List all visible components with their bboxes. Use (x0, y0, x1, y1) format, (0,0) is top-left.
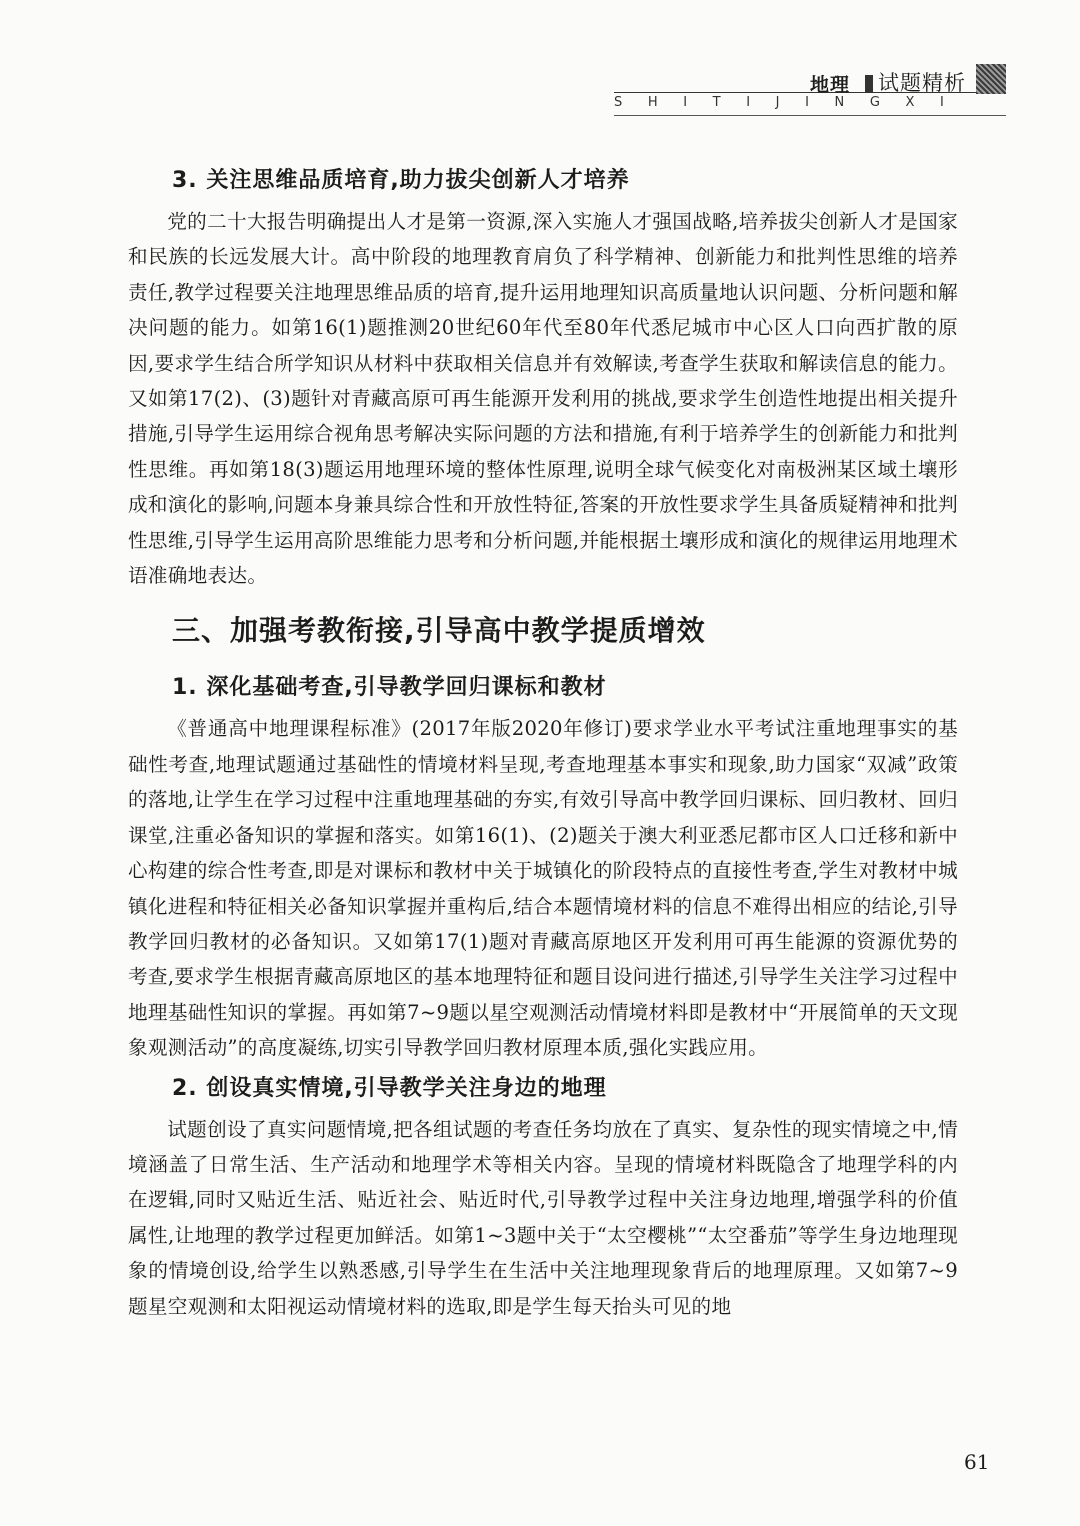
pinyin-letter: J (775, 95, 780, 110)
pinyin-letter: I (683, 95, 688, 110)
subsection-heading-basic-assessment: 1. 深化基础考查,引导教学回归课标和教材 (172, 675, 607, 701)
header-subject: 地理 (810, 74, 851, 96)
header-pinyin (614, 95, 944, 110)
running-header (614, 62, 1006, 120)
section-heading-exam-teaching: 三、加强考教衔接,引导高中教学提质增效 (172, 614, 706, 648)
header-rule-bottom (614, 115, 1006, 116)
pinyin-letter: T (712, 95, 721, 110)
pinyin-letter: I (940, 95, 944, 110)
header-marker (865, 75, 873, 92)
pinyin-letter: H (647, 95, 658, 110)
paragraph-basic-assessment: 《普通高中地理课程标准》(2017年版2020年修订)要求学业水平考试注重地理事实的基础性考查,地理试题通过基础性的情境材料呈现,考查地理基本事实和现象,助力国家“双减”政策的落地,让学生在学习过程中注重地理基础的夯实,有效引导高中教学回归课标、回归教材、回归课堂,注重必备知识的掌握和落实。如第16(1)、(2)题关于澳大利亚悉尼都市区人口迁移和新中心构建的综合性考查,即是对课标和教材中关于城镇化的阶段特点的直接性考查,学生对教材中城镇化进程和特征相关必备知识掌握并重构后,结合本题情境材料的信息不难得出相应的结论,引导教学回归教材的必备知识。又如第17(1)题对青藏高原地区开发利用可再生能源的资源优势的考查,要求学生根据青藏高原地区的基本地理特征和题目设问进行描述,引导学生关注学习过程中地理基础性知识的掌握。再如第7~9题以星空观测活动情境材料即是教材中“开展简单的天文现象观测活动”的高度凝练,切实引导教学回归教材原理本质,强化实践应用。 (128, 717, 958, 1060)
article-body (128, 158, 958, 1324)
header-texture-block (976, 64, 1006, 94)
pinyin-letter: G (869, 95, 880, 110)
header-section-title: 试题精析 (878, 71, 966, 95)
paragraph-thinking-quality: 党的二十大报告明确提出人才是第一资源,深入实施人才强国战略,培养拔尖创新人才是国家和民族的长远发展大计。高中阶段的地理教育肩负了科学精神、创新能力和批判性思维的培养责任,教学过程要关注地理思维品质的培育,提升运用地理知识高质量地认识问题、分析问题和解决问题的能力。如第16(1)题推测20世纪60年代至80年代悉尼城市中心区人口向西扩散的原因,要求学生结合所学知识从材料中获取相关信息并有效解读,考查学生获取和解读信息的能力。又如第17(2)、(3)题针对青藏高原可再生能源开发利用的挑战,要求学生创造性地提出相关提升措施,引导学生运用综合视角思考解决实际问题的方法和措施,有利于培养学生的创新能力和批判性思维。再如第18(3)题运用地理环境的整体性原理,说明全球气候变化对南极洲某区域土壤形成和演化的影响,问题本身兼具综合性和开放性特征,答案的开放性要求学生具备质疑精神和批判性思维,引导学生运用高阶思维能力思考和分析问题,并能根据土壤形成和演化的规律运用地理术语准确地表达。 (128, 210, 958, 588)
subsection-heading-thinking-quality: 3. 关注思维品质培育,助力拔尖创新人才培养 (172, 168, 630, 193)
pinyin-letter: X (905, 95, 915, 110)
pinyin-letter: I (805, 95, 809, 110)
paragraph-real-context: 试题创设了真实问题情境,把各组试题的考查任务均放在了真实、复杂性的现实情境之中,情境涵盖了日常生活、生产活动和地理学术等相关内容。呈现的情境材料既隐含了地理学科的内在逻辑,同时又贴近生活、贴近社会、贴近时代,引导教学过程中关注身边地理,增强学科的价值属性,让地理的教学过程更加鲜活。如第1~3题中关于“太空樱桃”“太空番茄”等学生身边地理现象的情境创设,给学生以熟悉感,引导学生在生活中关注地理现象背后的地理原理。又如第7~9题星空观测和太阳视运动情境材料的选取,即是学生每天抬头可见的地 (128, 1117, 958, 1318)
pinyin-letter: I (746, 95, 751, 110)
subsection-heading-real-context: 2. 创设真实情境,引导教学关注身边的地理 (172, 1075, 607, 1101)
page-number: 61 (964, 1450, 990, 1474)
pinyin-letter: S (614, 95, 623, 110)
pinyin-letter: N (834, 95, 845, 110)
